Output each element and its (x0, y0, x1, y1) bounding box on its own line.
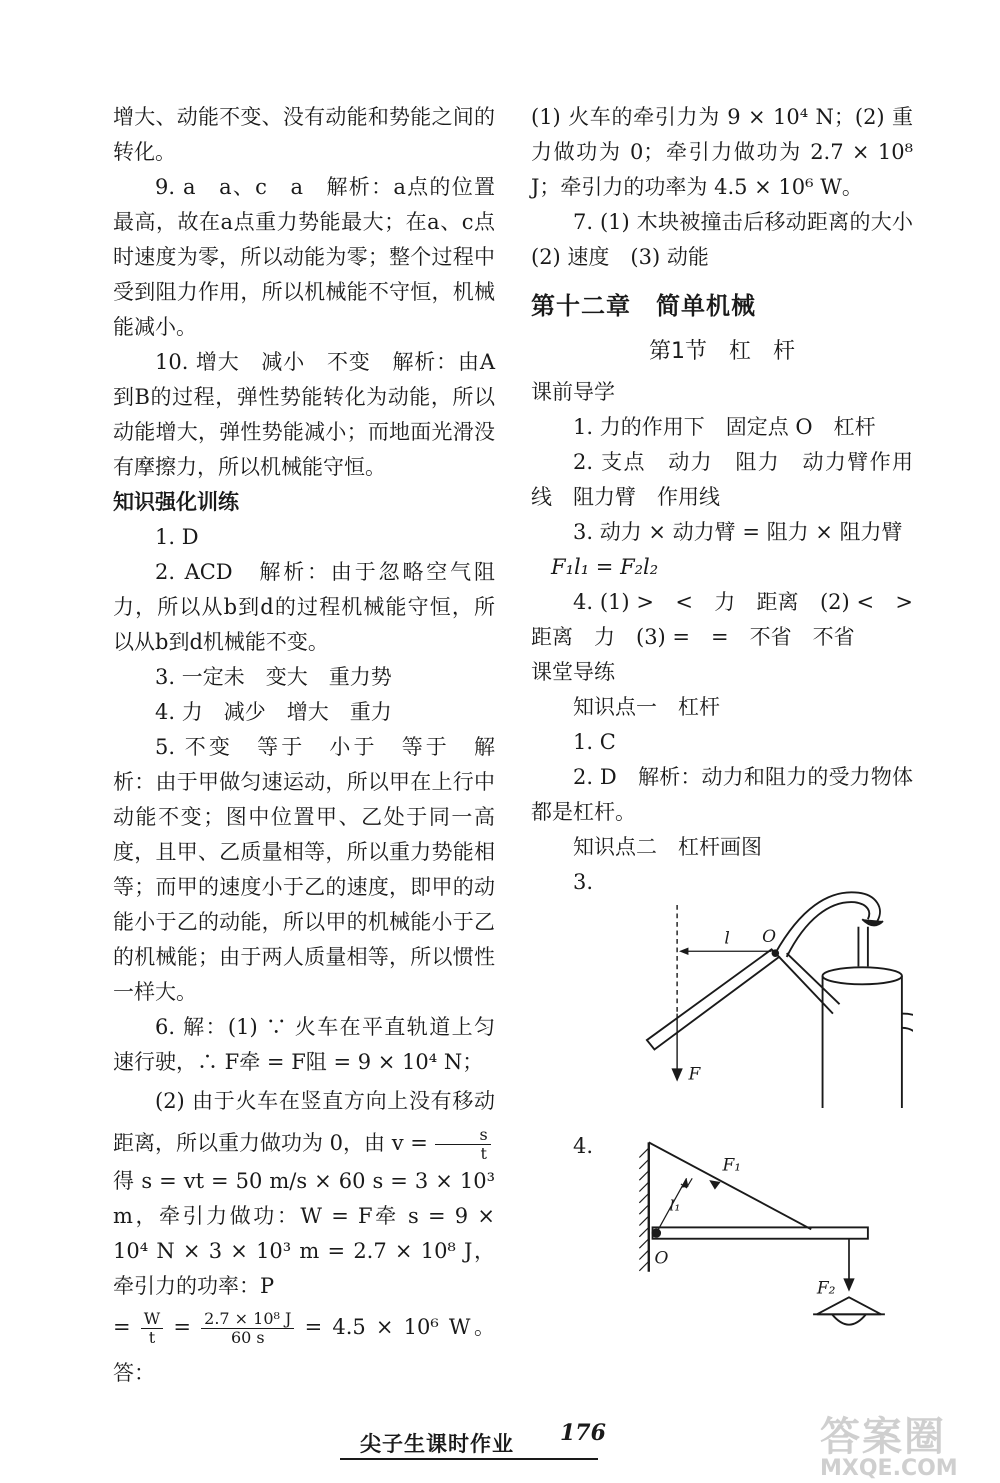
training-2: 2. ACD 解析：由于忽略空气阻力，所以从b到d的过程机械能守恒，所以从b到d机械能不变。 (113, 560, 495, 654)
fraction-work: 2.7 × 10⁸ J (201, 1310, 294, 1329)
training-4: 4. 力 减少 增大 重力 (155, 700, 392, 724)
watermark (820, 1405, 958, 1481)
heading-pre-study: 课前导学 (531, 380, 615, 404)
pre-study-4: 4. (1) > < 力 距离 (2) < > 距离 力 (3) = = 不省 不省 (531, 590, 934, 649)
answer-6-conclusion: (1) 火车的牵引力为 9 × 10⁴ N；(2) 重力做功为 0；牵引力做功为 2.7 × 10⁸ J；牵引力的功率为 4.5 × 10⁶ W。 (531, 105, 913, 199)
training-5: 5. 不变 等于 小于 等于 解析：由于甲做匀速运动，所以甲在上行中动能不变；图中位置甲、乙处于同一高度，且甲、乙质量相等，所以重力势能相等；而甲的速度小于乙的速度，即甲的动能小于乙的动能，所以甲的机械能小于乙的机械能；由于两人质量相等，所以惯性一样大。 (113, 735, 495, 1004)
watermark-url: MXQE.COM (820, 1456, 958, 1481)
answer-10: 10. 增大 减小 不变 解析：由A到B的过程，弹性势能转化为动能，所以动能增大，弹性势能减小；而地面光滑没有摩擦力，所以机械能守恒。 (113, 350, 495, 479)
wall-lamp-lever-diagram (611, 1129, 913, 1339)
right-column (531, 100, 934, 1339)
fraction-t: t (148, 1328, 156, 1347)
pump-lever-diagram (611, 865, 913, 1115)
equals-sign-2: = (173, 1315, 191, 1339)
watermark-logo: 答案圈 (820, 1414, 946, 1460)
training-6-part3: 得 s = vt = 50 m/s × 60 s = 3 × 10³ m，牵引力做功：W = F牵 s = 9 × 10⁴ N × 3 × 10³ m = 2.7 × 10⁸ J，牵引力的功率：P (113, 1169, 495, 1298)
label-f1: F₁ (722, 1155, 741, 1176)
answer-9: 9. a a、c a 解析：a点的位置最高，故在a点重力势能最大；在a、c点时速度为零，所以动能为零；整个过程中受到阻力作用，所以机械能不守恒，机械能减小。 (113, 175, 495, 339)
training-1: 1. D (155, 525, 199, 549)
left-paragraph-continuation: 增大、动能不变、没有动能和势能之间的转化。 (113, 105, 495, 164)
fraction-time: 60 s (230, 1328, 265, 1347)
label-l: l (724, 928, 730, 949)
training-6-part1: 6. 解：(1) ∵ 火车在平直轨道上匀速行驶，∴ F牵 = F阻 = 9 × 10⁴ N； (113, 1015, 495, 1074)
fraction-w-over-t (141, 1310, 163, 1347)
footer-rule (340, 1458, 598, 1460)
class-2: 2. D 解析：动力和阻力的受力物体都是杠杆。 (531, 765, 913, 824)
fraction-w: W (141, 1310, 163, 1329)
figure-4 (531, 1129, 913, 1339)
label-o-pivot: O (654, 1248, 669, 1269)
equals-sign-1: = (113, 1315, 131, 1339)
figure-3-number: 3. (573, 870, 594, 894)
knowledge-point-2: 知识点二 杠杆画图 (573, 835, 762, 859)
fraction-work-over-time (201, 1310, 294, 1347)
chapter-title: 第十二章 简单机械 (531, 292, 756, 320)
power-result: = 4.5 × 10⁶ W。答： (113, 1315, 495, 1385)
figure-3 (531, 865, 913, 1115)
pre-study-1: 1. 力的作用下 固定点 O 杠杆 (573, 415, 876, 439)
lever-formula: F₁l₁ = F₂l₂ (551, 555, 659, 579)
heading-class-practice: 课堂导练 (531, 660, 615, 684)
footer-title: 尖子生课时作业 (360, 1432, 514, 1456)
left-column (113, 100, 495, 1396)
label-f2: F₂ (816, 1278, 836, 1299)
heading-knowledge-training: 知识强化训练 (113, 490, 239, 514)
fraction-denominator: t (480, 1144, 487, 1163)
training-6-part2 (113, 1080, 495, 1164)
pre-study-2: 2. 支点 动力 阻力 动力臂作用线 阻力臂 作用线 (531, 450, 913, 509)
training-3: 3. 一定未 变大 重力势 (155, 665, 392, 689)
training-6-power-formula (113, 1304, 495, 1396)
pre-study-3: 3. 动力 × 动力臂 = 阻力 × 阻力臂 (573, 520, 903, 544)
label-f: F (688, 1064, 701, 1085)
knowledge-point-1: 知识点一 杠杆 (573, 695, 720, 719)
class-1: 1. C (573, 730, 616, 754)
label-l1: l₁ (669, 1196, 681, 1215)
answer-7: 7. (1) 木块被撞击后移动距离的大小 (2) 速度 (3) 动能 (531, 210, 934, 269)
section-title: 第1节 杠 杆 (649, 339, 795, 364)
figure-4-number: 4. (573, 1134, 594, 1158)
page-number: 176 (560, 1420, 606, 1446)
training-6-part2-text: (2) 由于火车在竖直方向上没有移动距离，所以重力做功为 0，由 v = (113, 1089, 495, 1155)
fraction-numerator: s (435, 1126, 491, 1145)
fraction-s-over-t (435, 1126, 491, 1163)
label-o: O (761, 926, 776, 947)
